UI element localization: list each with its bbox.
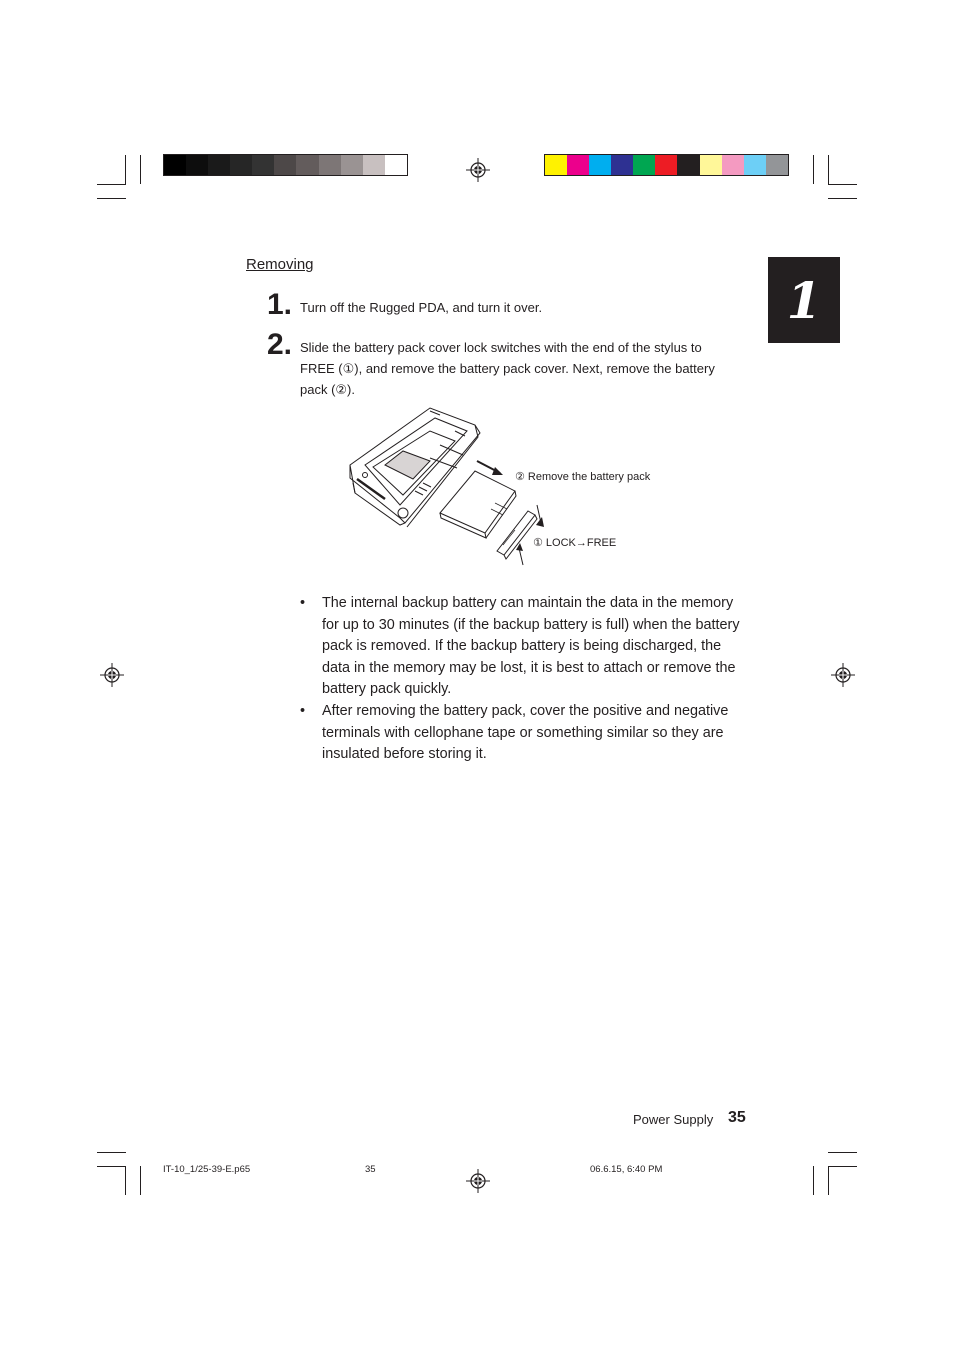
crop-mark xyxy=(828,155,829,184)
crop-mark xyxy=(828,198,857,199)
color-swatch xyxy=(252,155,274,175)
chapter-tab xyxy=(768,257,840,343)
crop-mark xyxy=(97,1152,126,1153)
color-swatch xyxy=(722,155,744,175)
color-swatch xyxy=(274,155,296,175)
crop-mark xyxy=(97,198,126,199)
crop-mark xyxy=(125,1166,126,1195)
crop-mark xyxy=(140,155,141,184)
crop-mark xyxy=(97,184,126,185)
color-swatch xyxy=(766,155,788,175)
crop-mark xyxy=(828,1152,857,1153)
step-text-line: FREE (①), and remove the battery pack cover. Next, remove the battery xyxy=(300,361,715,376)
color-swatch xyxy=(611,155,633,175)
color-swatch xyxy=(633,155,655,175)
footer-section-name: Power Supply xyxy=(633,1112,714,1127)
crop-mark xyxy=(828,184,857,185)
color-swatch xyxy=(385,155,407,175)
color-swatch xyxy=(341,155,363,175)
slug-date: 06.6.15, 6:40 PM xyxy=(590,1164,663,1175)
color-swatch xyxy=(319,155,341,175)
color-swatch xyxy=(363,155,385,175)
bullet-icon: • xyxy=(300,595,306,611)
note-text: The internal backup battery can maintain the data in the memory for up to 30 minutes (if the backup battery is full) when the battery pack is removed. If the backup battery is being discharged, the data in the memory may be lost, it is best to attach or remove the battery pack quickly. xyxy=(322,595,740,698)
section-heading: Removing xyxy=(246,256,314,273)
color-swatch xyxy=(545,155,567,175)
slug-page: 35 xyxy=(365,1164,376,1175)
crop-mark xyxy=(140,1166,141,1195)
step-text xyxy=(300,337,760,400)
color-swatch xyxy=(655,155,677,175)
color-swatch xyxy=(164,155,186,175)
step-number: 2. xyxy=(267,328,293,361)
registration-mark-icon xyxy=(831,663,855,687)
color-swatch xyxy=(296,155,318,175)
notes-list xyxy=(300,593,750,766)
bullet-icon: • xyxy=(300,702,306,719)
battery-removal-illustration xyxy=(345,403,565,573)
crop-mark xyxy=(828,1166,829,1195)
step-text: Turn off the Rugged PDA, and turn it over. xyxy=(300,300,543,315)
figure-label-remove: ② Remove the battery pack xyxy=(515,471,651,483)
color-swatch xyxy=(589,155,611,175)
list-item xyxy=(300,593,750,701)
step-text-line: pack (②). xyxy=(300,382,355,397)
color-swatch xyxy=(186,155,208,175)
gray-calibration-bar xyxy=(163,154,408,176)
color-calibration-bar xyxy=(544,154,789,176)
page-number: 35 xyxy=(728,1109,746,1126)
note-text: After removing the battery pack, cover the positive and negative terminals with cellophane tape or something similar so they are insulated before storing it. xyxy=(322,702,729,763)
registration-mark-icon xyxy=(466,1169,490,1193)
figure-label-lock: ① LOCK→FREE xyxy=(533,537,617,549)
crop-mark xyxy=(97,1166,126,1167)
step-text-line: Slide the battery pack cover lock switches with the end of the stylus to xyxy=(300,340,702,355)
crop-mark xyxy=(813,1166,814,1195)
color-swatch xyxy=(567,155,589,175)
slug-filename: IT-10_1/25-39-E.p65 xyxy=(163,1164,251,1175)
registration-mark-icon xyxy=(100,663,124,687)
color-swatch xyxy=(677,155,699,175)
crop-mark xyxy=(828,1166,857,1167)
crop-mark xyxy=(125,155,126,184)
color-swatch xyxy=(208,155,230,175)
crop-mark xyxy=(813,155,814,184)
list-item xyxy=(300,701,750,766)
color-swatch xyxy=(744,155,766,175)
registration-mark-icon xyxy=(466,158,490,182)
color-swatch xyxy=(230,155,252,175)
step-number: 1. xyxy=(267,288,293,321)
chapter-number: 1 xyxy=(786,270,822,330)
color-swatch xyxy=(700,155,722,175)
